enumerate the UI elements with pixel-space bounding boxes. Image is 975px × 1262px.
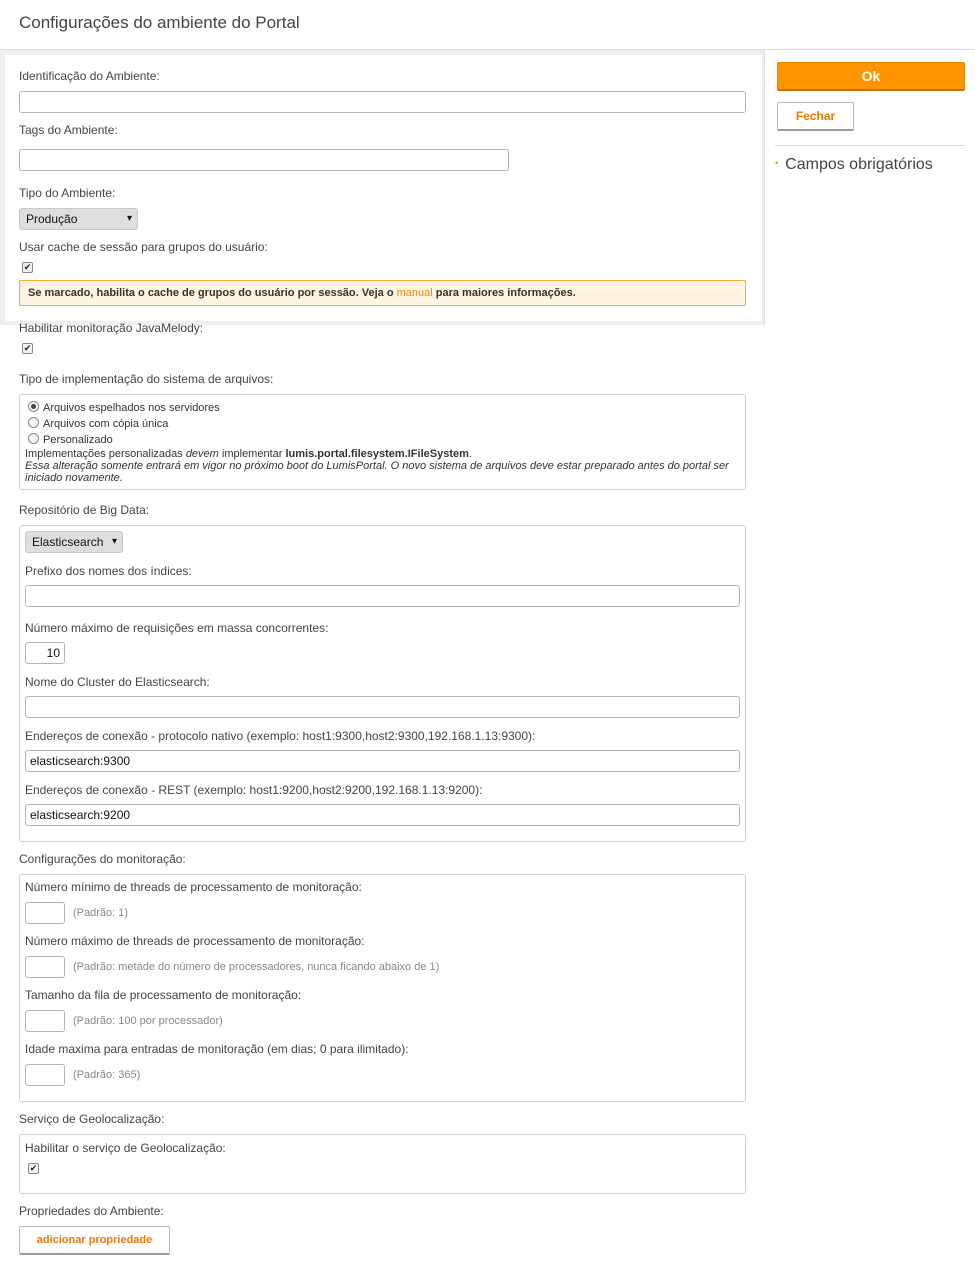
queue-size-hint: (Padrão: 100 por processador) bbox=[73, 1015, 223, 1027]
javamelody-checkbox[interactable] bbox=[22, 343, 33, 354]
chevron-down-icon: ▾ bbox=[126, 213, 132, 224]
native-addresses-label: Endereços de conexão - protocolo nativo (exemplo: host1:9300,host2:9300,192.168.1.13:9300): bbox=[25, 729, 536, 743]
env-tags-input[interactable] bbox=[19, 149, 509, 171]
max-threads-input[interactable] bbox=[25, 956, 65, 978]
filesystem-option-label: Arquivos com cópia única bbox=[43, 418, 169, 430]
native-addresses-input[interactable]: elasticsearch:9300 bbox=[25, 750, 740, 772]
properties-label: Propriedades do Ambiente: bbox=[19, 1204, 164, 1218]
queue-size-input[interactable] bbox=[25, 1010, 65, 1032]
filesystem-option-label: Arquivos espelhados nos servidores bbox=[43, 402, 220, 414]
max-age-label: Idade maxima para entradas de monitoração (em dias; 0 para ilimitado): bbox=[25, 1042, 409, 1056]
note-text: . bbox=[468, 448, 472, 460]
sidebar-divider bbox=[775, 145, 965, 146]
max-age-input[interactable] bbox=[25, 1064, 65, 1086]
dialog-header bbox=[0, 0, 975, 50]
filesystem-option-mirrored[interactable] bbox=[28, 401, 220, 414]
filesystem-custom-note bbox=[25, 448, 472, 460]
env-id-label: Identificação do Ambiente: bbox=[19, 69, 160, 83]
filesystem-option-label: Personalizado bbox=[43, 434, 113, 446]
geo-label: Serviço de Geolocalização: bbox=[19, 1112, 165, 1126]
filesystem-warning-line2: iniciado novamente. bbox=[25, 472, 123, 484]
javamelody-label: Habilitar monitoração JavaMelody: bbox=[19, 321, 204, 335]
bigdata-label: Repositório de Big Data: bbox=[19, 503, 150, 517]
session-cache-label: Usar cache de sessão para grupos do usuário: bbox=[19, 240, 268, 254]
required-fields-legend bbox=[775, 156, 933, 174]
max-bulk-input[interactable]: 10 bbox=[25, 642, 65, 664]
env-type-label: Tipo do Ambiente: bbox=[19, 186, 116, 200]
min-threads-label: Número mínimo de threads de processamento de monitoração: bbox=[25, 880, 362, 894]
note-class-name: lumis.portal.filesystem.IFileSystem bbox=[285, 448, 469, 460]
bigdata-box bbox=[19, 525, 746, 842]
cluster-label: Nome do Cluster do Elasticsearch: bbox=[25, 675, 210, 689]
min-threads-hint: (Padrão: 1) bbox=[73, 907, 129, 919]
bigdata-repo-value: Elasticsearch bbox=[32, 535, 104, 549]
close-button[interactable]: Fechar bbox=[777, 102, 854, 131]
max-bulk-label: Número máximo de requisições em massa concorrentes: bbox=[25, 621, 329, 635]
page-title: Configurações do ambiente do Portal bbox=[19, 13, 300, 32]
note-text: implementar bbox=[218, 448, 286, 460]
note-emphasis: devem bbox=[185, 448, 219, 460]
rest-addresses-label: Endereços de conexão - REST (exemplo: host1:9200,host2:9200,192.168.1.13:9200): bbox=[25, 783, 483, 797]
max-threads-hint: (Padrão: metade do número de processadores, nunca ficando abaixo de 1) bbox=[73, 961, 440, 973]
filesystem-box bbox=[19, 394, 746, 490]
filesystem-label: Tipo de implementação do sistema de arquivos: bbox=[19, 372, 274, 386]
manual-link[interactable]: manual bbox=[396, 287, 433, 299]
cluster-input[interactable] bbox=[25, 696, 740, 718]
bigdata-repo-select[interactable] bbox=[25, 531, 123, 553]
env-type-select[interactable] bbox=[19, 208, 138, 230]
monitoring-box bbox=[19, 874, 746, 1102]
min-threads-input[interactable] bbox=[25, 902, 65, 924]
rest-addresses-input[interactable]: elasticsearch:9200 bbox=[25, 804, 740, 826]
geo-enable-label: Habilitar o serviço de Geolocalização: bbox=[25, 1141, 226, 1155]
radio-unselected-icon bbox=[28, 417, 39, 428]
notice-text-after: para maiores informações. bbox=[432, 287, 576, 299]
radio-unselected-icon bbox=[28, 433, 39, 444]
check-icon: ✔ bbox=[29, 1163, 38, 1173]
required-fields-label: Campos obrigatórios bbox=[785, 156, 933, 173]
filesystem-option-single-copy[interactable] bbox=[28, 417, 168, 430]
check-icon: ✔ bbox=[23, 343, 32, 353]
filesystem-option-custom[interactable] bbox=[28, 433, 113, 446]
chevron-down-icon: ▾ bbox=[111, 536, 117, 547]
filesystem-warning-line1: Essa alteração somente entrará em vigor no próximo boot do LumisPortal. O novo sistema de arquivos deve estar preparado antes do portal ser bbox=[25, 460, 729, 472]
max-age-hint: (Padrão: 365) bbox=[73, 1069, 141, 1081]
env-tags-label: Tags do Ambiente: bbox=[19, 123, 118, 137]
session-cache-notice bbox=[19, 280, 746, 306]
geo-box bbox=[19, 1134, 746, 1194]
geo-enable-checkbox[interactable] bbox=[28, 1163, 39, 1174]
queue-size-label: Tamanho da fila de processamento de monitoração: bbox=[25, 988, 302, 1002]
required-bullet-icon: • bbox=[775, 158, 779, 168]
monitoring-label: Configurações do monitoração: bbox=[19, 852, 186, 866]
add-property-button[interactable]: adicionar propriedade bbox=[19, 1226, 170, 1255]
radio-selected-icon bbox=[28, 401, 39, 412]
env-type-value: Produção bbox=[26, 212, 78, 226]
prefix-input[interactable] bbox=[25, 585, 740, 607]
prefix-label: Prefixo dos nomes dos índices: bbox=[25, 564, 192, 578]
note-text: Implementações personalizadas bbox=[25, 448, 186, 460]
max-threads-label: Número máximo de threads de processamento de monitoração: bbox=[25, 934, 365, 948]
ok-button[interactable]: Ok bbox=[777, 62, 965, 91]
env-id-input[interactable] bbox=[19, 91, 746, 113]
notice-text-before: Se marcado, habilita o cache de grupos do usuário por sessão. Veja o bbox=[28, 287, 397, 299]
check-icon: ✔ bbox=[23, 262, 32, 272]
session-cache-checkbox[interactable] bbox=[22, 262, 33, 273]
